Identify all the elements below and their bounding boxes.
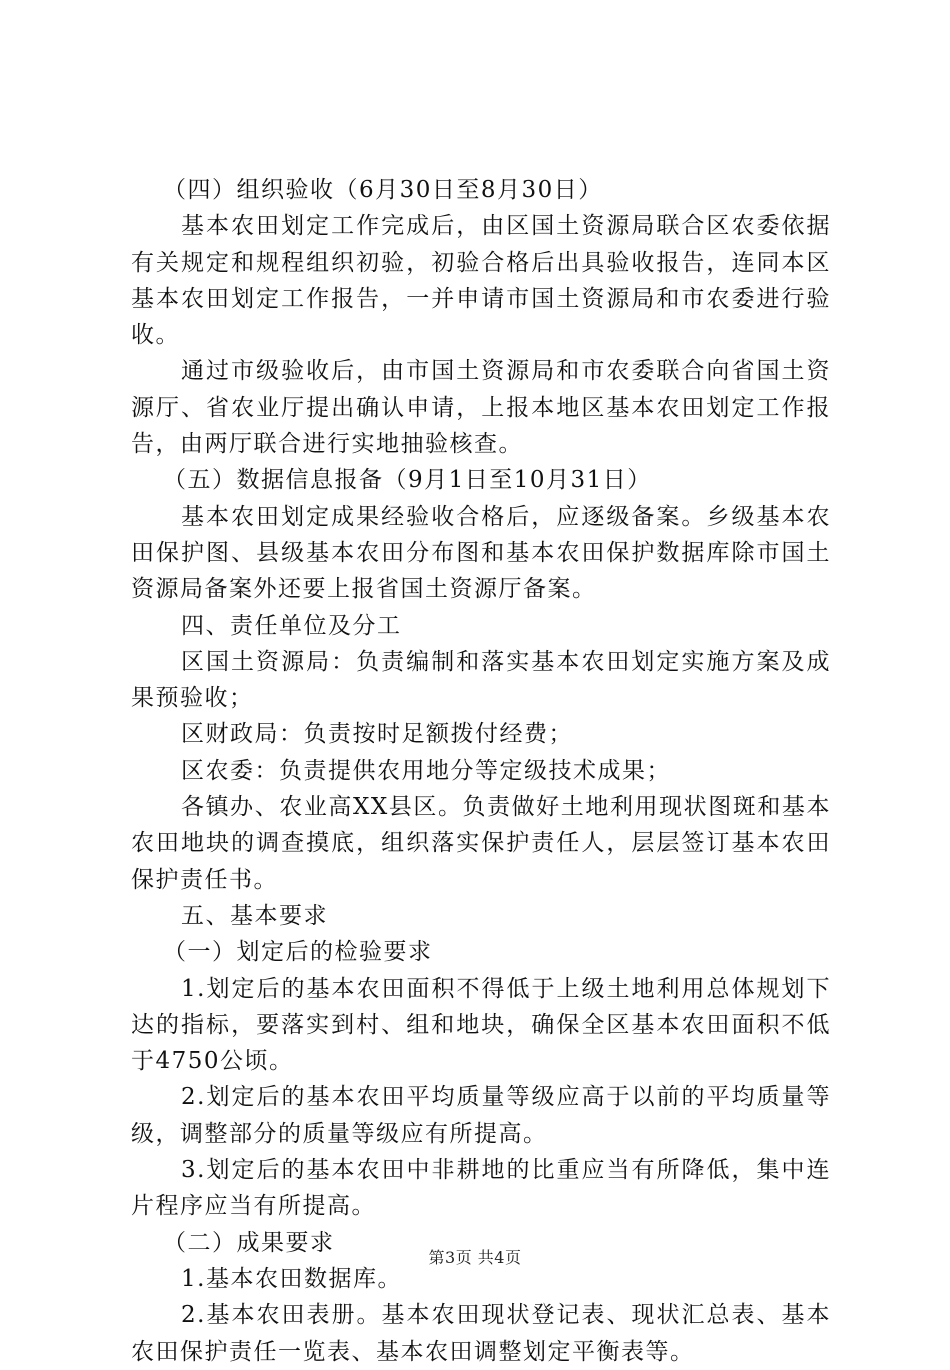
list-item-requirement-2: 2.划定后的基本农田平均质量等级应高于以前的平均质量等级，调整部分的质量等级应有所提高。 <box>131 1084 831 1147</box>
paragraph-finance-bureau: 区财政局：负责按时足额拨付经费； <box>181 721 573 748</box>
section-heading-inspection-requirements: （一）划定后的检验要求 <box>163 939 433 966</box>
section-heading-basic-requirements: 五、基本要求 <box>181 902 328 929</box>
list-item-requirement-3: 3.划定后的基本农田中非耕地的比重应当有所降低，集中连片程序应当有所提高。 <box>131 1157 831 1220</box>
section-heading-acceptance: （四）组织验收（6月30日至8月30日） <box>163 177 603 203</box>
paragraph-town-offices: 各镇办、农业高XX县区。负责做好土地利用现状图斑和基本农田地块的调查摸底，组织落实保护责任人，层层签订基本农田保护责任书。 <box>131 794 831 893</box>
list-item-deliverable-1: 1.基本农田数据库。 <box>181 1265 402 1292</box>
list-item-deliverable-2: 2.基本农田表册。基本农田现状登记表、现状汇总表、基本农田保护责任一览表、基本农田调整划定平衡表等。 <box>131 1302 831 1365</box>
paragraph-city-acceptance: 通过市级验收后，由市国土资源局和市农委联合向省国土资源厅、省农业厅提出确认申请，上报本地区基本农田划定工作报告，由两厅联合进行实地抽验核查。 <box>131 358 831 458</box>
section-heading-data-filing: （五）数据信息报备（9月1日至10月31日） <box>163 467 652 494</box>
list-item-requirement-1: 1.划定后的基本农田面积不得低于上级土地利用总体规划下达的指标，要落实到村、组和地块，确保全区基本农田面积不低于4750公顷。 <box>131 975 831 1075</box>
paragraph-data-filing: 基本农田划定成果经验收合格后，应逐级备案。乡级基本农田保护图、县级基本农田分布图和基本农田保护数据库除市国土资源局备案外还要上报省国土资源厅备案。 <box>131 503 831 603</box>
section-heading-deliverables: （二）成果要求 <box>163 1229 335 1256</box>
paragraph-preliminary-acceptance: 基本农田划定工作完成后，由区国土资源局联合区农委依据有关规定和规程组织初验，初验合格后出具验收报告，连同本区基本农田划定工作报告，一并申请市国土资源局和市农委进行验收。 <box>131 213 831 349</box>
paragraph-land-resources-bureau: 区国土资源局：负责编制和落实基本农田划定实施方案及成果预验收； <box>131 648 831 712</box>
section-heading-responsibilities: 四、责任单位及分工 <box>181 612 402 639</box>
document-body <box>131 172 831 1370</box>
paragraph-agriculture-committee: 区农委：负责提供农用地分等定级技术成果； <box>181 757 671 784</box>
page-number-footer: 第3页 共4页 <box>428 1248 522 1267</box>
